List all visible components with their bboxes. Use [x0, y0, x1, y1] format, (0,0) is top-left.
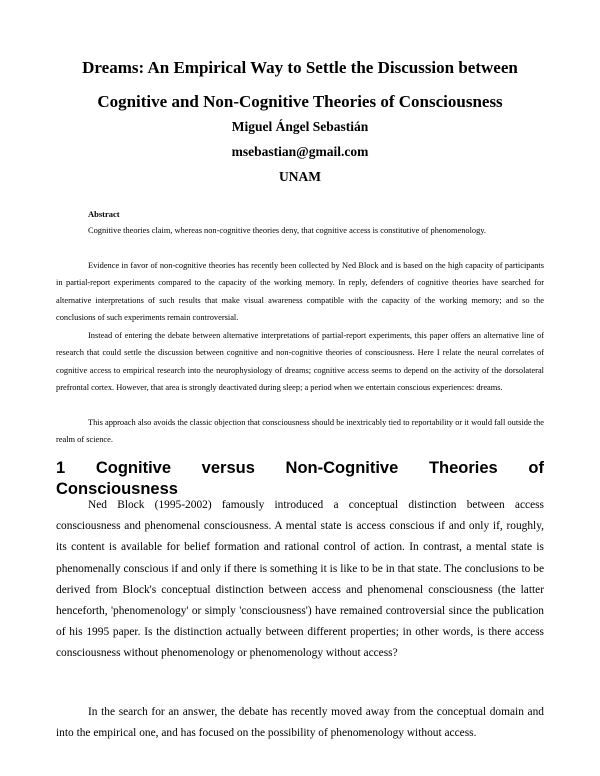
- paper-title-line-1: Dreams: An Empirical Way to Settle the Discussion between: [82, 58, 518, 77]
- abstract-paragraph: Evidence in favor of non-cognitive theories has recently been collected by Ned Block and is based on the high capacity of participants in partial-report experiments compared to the capacity of the working memory. In reply, defenders of cognitive theories have searched for alternative interpretations of such results that make visual awareness compatible with the capacity of the working memory; and so the conclusions of such experiments remain controversial.: [56, 261, 544, 323]
- section-heading-word: of: [528, 459, 544, 477]
- section-heading-word: Non-Cognitive: [285, 459, 399, 477]
- section-heading-word: versus: [201, 459, 255, 477]
- section-heading-line-1: [56, 458, 544, 479]
- abstract-heading: Abstract: [88, 209, 120, 219]
- section-heading-line-2: Consciousness: [56, 480, 178, 498]
- abstract-paragraph: This approach also avoids the classic objection that consciousness should be inextricably tied to reportability or it would fall outside the realm of science.: [56, 418, 544, 445]
- section-number: 1: [56, 459, 66, 477]
- body-paragraph: Ned Block (1995-2002) famously introduced a conceptual distinction between access consciousness and phenomenal consciousness. A mental state is access conscious if and only if, roughly, its content is available for belief formation and rational control of action. In contrast, a mental state is phenomenally conscious if and only if there is something it is like to be in that state. The conclusions to be derived from Block's conceptual distinction between access and phenomenal consciousness (the latter henceforth, 'phenomenology' or simply 'consciousness') have remained controversial since the publication of his 1995 paper. Is the distinction actually between different properties; in other words, is there access consciousness without phenomenology or phenomenology without access?: [56, 499, 544, 660]
- section-heading: [56, 458, 544, 500]
- paper-title-line-2: Cognitive and Non-Cognitive Theories of Consciousness: [97, 92, 503, 111]
- section-heading-word: Theories: [428, 459, 498, 477]
- section-heading-word: Cognitive: [95, 459, 172, 477]
- body-paragraph: In the search for an answer, the debate has recently moved away from the conceptual domain and into the empirical one, and has focused on the possibility of phenomenology without access.: [56, 706, 544, 740]
- author-name: Miguel Ángel Sebastián: [231, 119, 369, 134]
- abstract-paragraph: Cognitive theories claim, whereas non-cognitive theories deny, that cognitive access is constitutive of phenomenology.: [88, 226, 487, 235]
- abstract-paragraph: Instead of entering the debate between alternative interpretations of partial-report experiments, this paper offers an alternative line of research that could settle the discussion between cognitive and non-cognitive theories of consciousness. Here I relate the neural correlates of cognitive access to empirical research into the neurophysiology of dreams; cognitive access seems to depend on the activity of the dorsolateral prefrontal cortex. However, that area is strongly deactivated during sleep; a period when we entertain conscious experiences: dreams.: [56, 331, 544, 393]
- author-affiliation: UNAM: [279, 169, 321, 184]
- author-email: msebastian@gmail.com: [231, 144, 369, 159]
